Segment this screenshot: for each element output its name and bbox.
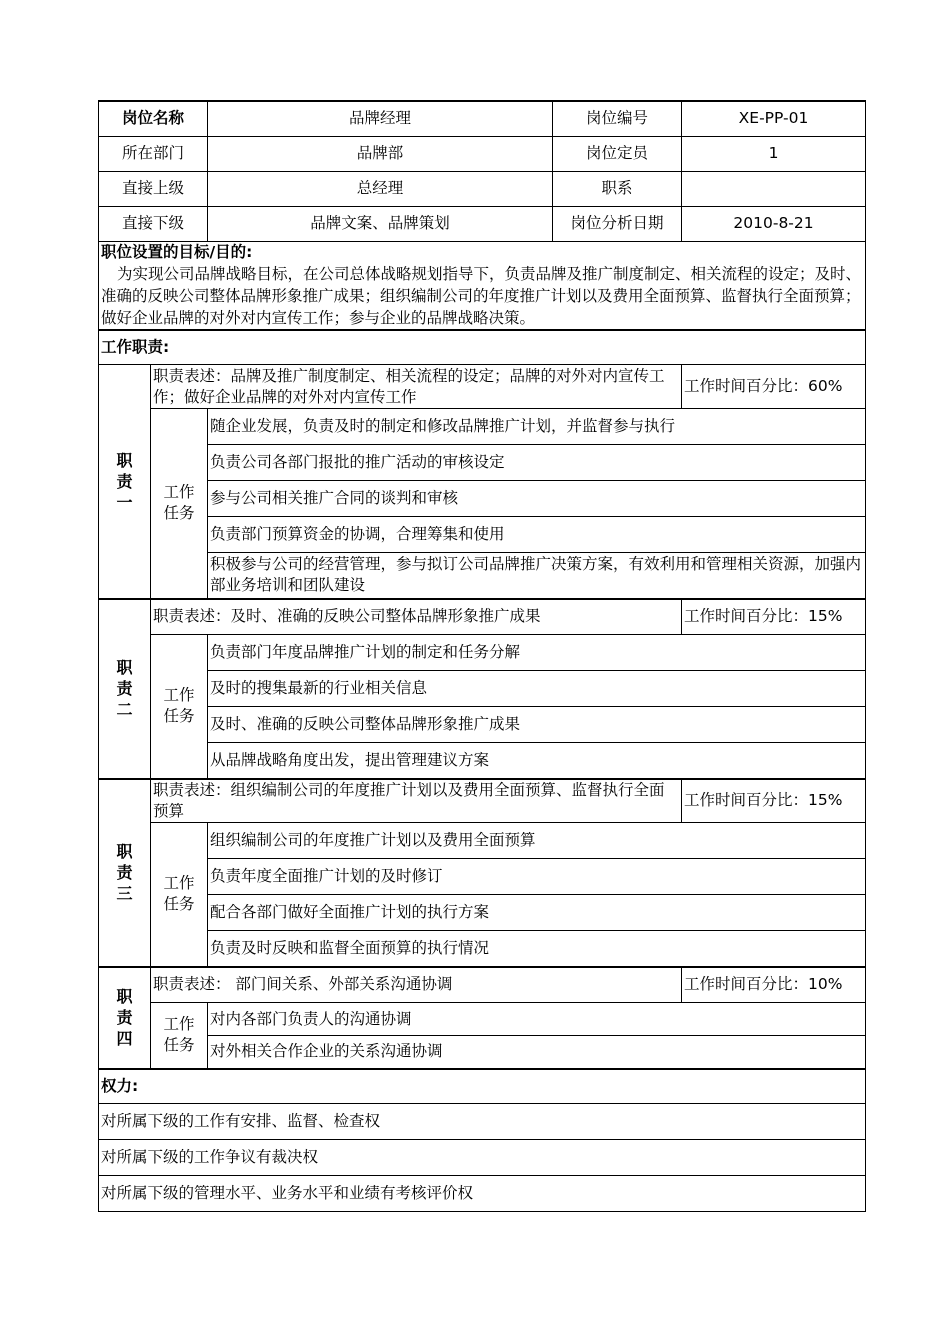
work-task-label-text: 工作任务 [163,483,195,523]
analysis-date-label: 岗位分析日期 [553,206,682,241]
objective-section [99,241,866,330]
task-item: 配合各部门做好全面推广计划的执行方案 [208,895,866,931]
duty-label-text: 职责四 [116,987,133,1048]
duty-label [99,599,151,779]
superior-value: 总经理 [208,171,553,206]
work-task-label [151,823,208,967]
task-item: 随企业发展，负责及时的制定和修改品牌推广计划，并监督参与执行 [208,409,866,445]
duty-label [99,365,151,599]
work-task-label-text: 工作任务 [163,1015,195,1055]
task-item: 对外相关合作企业的关系沟通协调 [208,1036,866,1069]
duty-label-text: 职责二 [116,658,133,719]
objective-title: 职位设置的目标/目的: [101,242,253,261]
job-family-value [682,171,866,206]
position-code-label: 岗位编号 [553,101,682,136]
position-code-value: XE-PP-01 [682,101,866,136]
job-description-table [98,100,866,1212]
task-item: 负责部门年度品牌推广计划的制定和任务分解 [208,635,866,671]
duty-label-text: 职责三 [116,842,133,903]
task-item: 积极参与公司的经营管理，参与拟订公司品牌推广决策方案，有效利用和管理相关资源，加强内部业务培训和团队建设 [208,553,866,599]
authority-item: 对所属下级的工作争议有裁决权 [99,1140,866,1176]
task-item: 参与公司相关推广合同的谈判和审核 [208,481,866,517]
duty-label [99,967,151,1069]
job-family-label: 职系 [553,171,682,206]
task-item: 组织编制公司的年度推广计划以及费用全面预算 [208,823,866,859]
subordinate-value: 品牌文案、品牌策划 [208,206,553,241]
work-task-label [151,635,208,779]
position-name-label: 岗位名称 [99,101,208,136]
work-task-label [151,409,208,599]
headcount-value: 1 [682,136,866,171]
work-task-label-text: 工作任务 [163,686,195,726]
duty-description: 职责表述：及时、准确的反映公司整体品牌形象推广成果 [151,599,682,635]
duty-time-percentage: 工作时间百分比：60% [682,365,866,409]
work-task-label-text: 工作任务 [163,874,195,914]
task-item: 负责年度全面推广计划的及时修订 [208,859,866,895]
task-item: 负责及时反映和监督全面预算的执行情况 [208,931,866,967]
superior-label: 直接上级 [99,171,208,206]
department-value: 品牌部 [208,136,553,171]
task-item: 负责部门预算资金的协调，合理筹集和使用 [208,517,866,553]
work-task-label [151,1003,208,1069]
duties-title: 工作职责: [99,330,866,365]
task-item: 对内各部门负责人的沟通协调 [208,1003,866,1036]
department-label: 所在部门 [99,136,208,171]
analysis-date-value: 2010-8-21 [682,206,866,241]
subordinate-label: 直接下级 [99,206,208,241]
duty-time-percentage: 工作时间百分比：15% [682,779,866,823]
objective-text: 为实现公司品牌战略目标，在公司总体战略规划指导下，负责品牌及推广制度制定、相关流程的设定；及时、准确的反映公司整体品牌形象推广成果；组织编制公司的年度推广计划以及费用全面预算、监督执行全面预算；做好企业品牌的对外对内宣传工作；参与企业的品牌战略决策。 [101,264,862,327]
duty-description: 职责表述：品牌及推广制度制定、相关流程的设定；品牌的对外对内宣传工作；做好企业品牌的对外对内宣传工作 [151,365,682,409]
task-item: 从品牌战略角度出发，提出管理建议方案 [208,743,866,779]
authority-item: 对所属下级的管理水平、业务水平和业绩有考核评价权 [99,1176,866,1212]
task-item: 及时、准确的反映公司整体品牌形象推广成果 [208,707,866,743]
headcount-label: 岗位定员 [553,136,682,171]
duty-label-text: 职责一 [116,450,133,512]
duty-description: 职责表述： 部门间关系、外部关系沟通协调 [151,967,682,1003]
duty-description: 职责表述：组织编制公司的年度推广计划以及费用全面预算、监督执行全面预算 [151,779,682,823]
duty-label [99,779,151,967]
authority-item: 对所属下级的工作有安排、监督、检查权 [99,1104,866,1140]
position-name-value: 品牌经理 [208,101,553,136]
task-item: 及时的搜集最新的行业相关信息 [208,671,866,707]
duty-time-percentage: 工作时间百分比：15% [682,599,866,635]
task-item: 负责公司各部门报批的推广活动的审核设定 [208,445,866,481]
duty-time-percentage: 工作时间百分比：10% [682,967,866,1003]
authority-title: 权力: [99,1069,866,1104]
